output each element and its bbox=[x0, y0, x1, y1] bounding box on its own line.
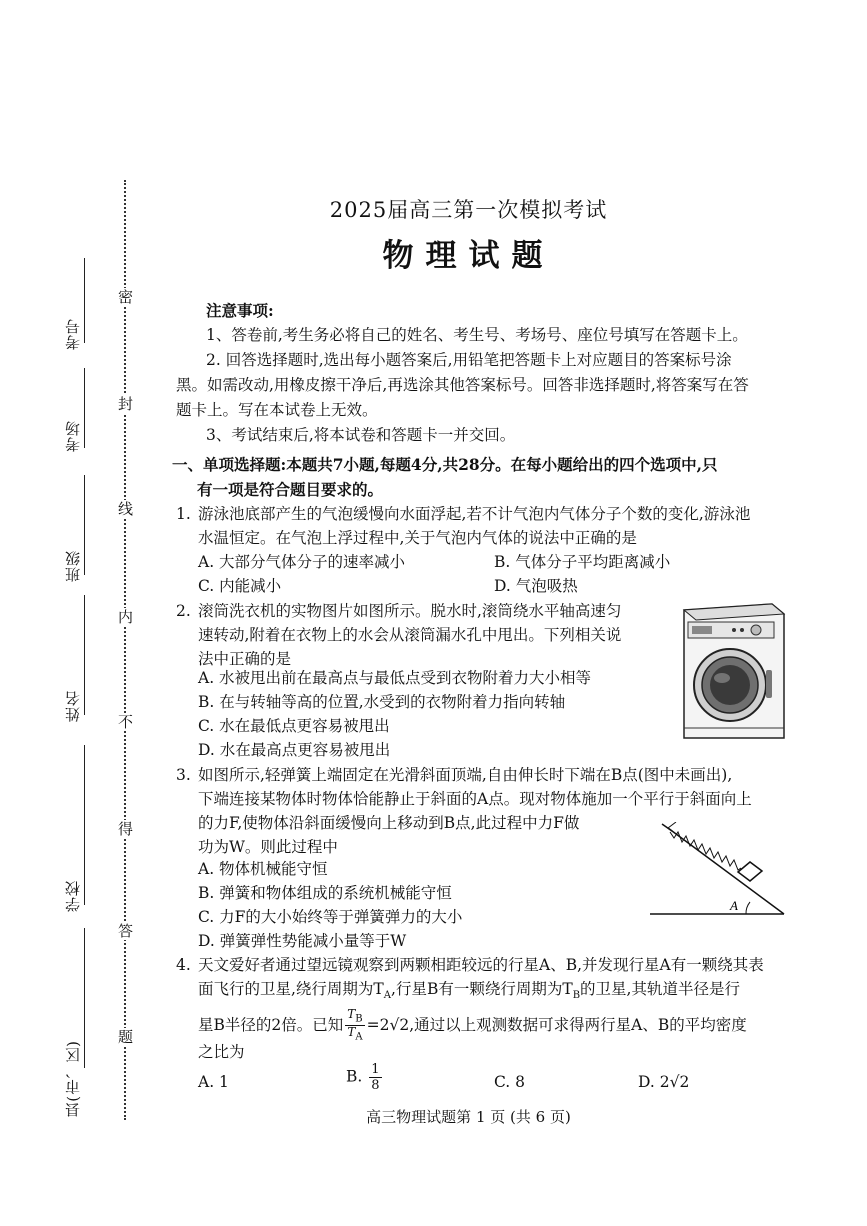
q4-stem-line2 bbox=[198, 977, 740, 1008]
q1-option-b: B. 气体分子平均距离减小 bbox=[494, 553, 671, 571]
q4-stem-part: 面飞行的卫星,绕行周期为T bbox=[198, 980, 384, 998]
section-heading-cont: 有一项是符合题目要求的。 bbox=[197, 480, 384, 499]
q4-option-a: A. 1 bbox=[198, 1073, 229, 1091]
fraction-numerator: T bbox=[347, 1007, 356, 1021]
q3-stem: 下端连接某物体时物体恰能静止于斜面的A点。现对物体施加一个平行于斜面向上 bbox=[198, 790, 752, 808]
notice-item: 2. 回答选择题时,选出每小题答案后,用铅笔把答题卡上对应题目的答案标号涂 bbox=[206, 351, 732, 369]
q1-option-d: D. 气泡吸热 bbox=[494, 577, 578, 595]
page-footer: 高三物理试题第 1 页 (共 6 页) bbox=[366, 1108, 571, 1126]
q3-option-d: D. 弹簧弹性势能减小量等于W bbox=[198, 932, 407, 950]
q1-stem: 游泳池底部产生的气泡缓慢向水面浮起,若不计气泡内气体分子个数的变化,游泳池 bbox=[198, 505, 751, 523]
q3-number: 3. bbox=[176, 766, 191, 784]
q4-period-ratio-fraction bbox=[345, 1008, 364, 1044]
seal-dotted-line bbox=[124, 180, 126, 1120]
subject-title: 物理试题 bbox=[382, 238, 555, 274]
q1-stem: 水温恒定。在气泡上浮过程中,关于气泡内气体的说法中正确的是 bbox=[198, 529, 637, 547]
q4-stem: 之比为 bbox=[198, 1043, 245, 1061]
q3-option-b: B. 弹簧和物体组成的系统机械能守恒 bbox=[198, 884, 452, 902]
notice-item: 1、答卷前,考生务必将自己的姓名、考生号、考场号、座位号填写在答题卡上。 bbox=[206, 326, 748, 344]
q4-stem-part: 星B半径的2倍。已知 bbox=[198, 1015, 344, 1034]
q4-option-b-fraction bbox=[369, 1062, 381, 1093]
exam-title: 2025届高三第一次模拟考试 bbox=[329, 198, 608, 222]
q4-option-d: D. 2√2 bbox=[638, 1073, 690, 1091]
field-school-label: 学校 bbox=[64, 880, 82, 912]
q3-stem: 功为W。则此过程中 bbox=[198, 838, 338, 856]
washing-machine-figure bbox=[676, 600, 788, 742]
incline-point-a-label: A bbox=[730, 898, 738, 913]
seal-char: 线 bbox=[118, 500, 134, 518]
q2-stem: 法中正确的是 bbox=[198, 650, 292, 668]
seal-char: 密 bbox=[118, 288, 134, 306]
q1-option-c: C. 内能减小 bbox=[198, 577, 282, 595]
seal-char: 内 bbox=[118, 608, 134, 626]
q3-option-a: A. 物体机械能守恒 bbox=[198, 860, 328, 878]
notice-item: 3、考试结束后,将本试卷和答题卡一并交回。 bbox=[206, 426, 516, 444]
q4-option-b-label: B. bbox=[346, 1067, 363, 1086]
q2-stem: 速转动,附着在衣物上的水会从滚筒漏水孔中甩出。下列相关说 bbox=[198, 626, 622, 644]
field-exam-room-label: 考场 bbox=[64, 420, 82, 452]
q1-number: 1. bbox=[176, 505, 191, 523]
seal-char: 答 bbox=[118, 922, 134, 940]
field-class-line bbox=[84, 475, 85, 575]
q4-number: 4. bbox=[176, 956, 191, 974]
q3-option-c: C. 力F的大小始终等于弹簧弹力的大小 bbox=[198, 908, 463, 926]
q4-option-c: C. 8 bbox=[494, 1073, 526, 1091]
field-class-label: 班级 bbox=[64, 550, 82, 582]
q4-stem-line3 bbox=[198, 1008, 747, 1044]
seal-char: 得 bbox=[118, 820, 134, 838]
incline-spring-figure bbox=[646, 822, 788, 918]
seal-char: 题 bbox=[118, 1028, 134, 1046]
q2-number: 2. bbox=[176, 602, 191, 620]
field-name-line bbox=[84, 595, 85, 715]
notice-item: 题卡上。写在本试卷上无效。 bbox=[176, 401, 378, 419]
q4-subscript: B bbox=[572, 990, 581, 1002]
field-exam-room-line bbox=[84, 368, 85, 448]
q4-stem-part: =2√2,通过以上观测数据可求得两行星A、B的平均密度 bbox=[366, 1015, 747, 1034]
field-school-line bbox=[84, 745, 85, 905]
q4-subscript: A bbox=[383, 990, 392, 1002]
section-heading: 一、单项选择题:本题共7小题,每题4分,共28分。在每小题给出的四个选项中,只 bbox=[172, 455, 718, 474]
field-exam-number-label: 考号 bbox=[64, 318, 82, 350]
fraction-denominator: 8 bbox=[371, 1078, 380, 1093]
q2-stem: 滚筒洗衣机的实物图片如图所示。脱水时,滚筒绕水平轴高速匀 bbox=[198, 602, 622, 620]
field-name-label: 姓名 bbox=[64, 690, 82, 722]
q4-option-b bbox=[346, 1062, 384, 1093]
q4-stem: 天文爱好者通过望远镜观察到两颗相距较远的行星A、B,并发现行星A有一颗绕其表 bbox=[198, 956, 764, 974]
q2-option-c: C. 水在最低点更容易被甩出 bbox=[198, 717, 390, 735]
q4-subscript: B bbox=[355, 1013, 363, 1025]
q4-subscript: A bbox=[355, 1031, 363, 1043]
notice-item: 黑。如需改动,用橡皮擦干净后,再选涂其他答案标号。回答非选择题时,将答案写在答 bbox=[176, 376, 749, 394]
q2-option-a: A. 水被甩出前在最高点与最低点受到衣物附着力大小相等 bbox=[198, 669, 592, 687]
q2-option-d: D. 水在最高点更容易被甩出 bbox=[198, 741, 391, 759]
seal-char: 封 bbox=[118, 395, 134, 413]
fraction-denominator: T bbox=[347, 1025, 356, 1040]
field-county-line bbox=[84, 928, 85, 1068]
field-county-label: 县(市、区) bbox=[64, 1040, 82, 1118]
q3-stem: 如图所示,轻弹簧上端固定在光滑斜面顶端,自由伸长时下端在B点(图中未画出), bbox=[198, 766, 733, 784]
q4-stem-part: ,行星B有一颗绕行周期为T bbox=[391, 980, 573, 998]
q4-stem-part: 的卫星,其轨道半径是行 bbox=[580, 980, 740, 998]
notice-heading: 注意事项: bbox=[206, 301, 274, 320]
fraction-numerator: 1 bbox=[371, 1062, 380, 1077]
seal-char: 不 bbox=[118, 713, 134, 731]
q1-option-a: A. 大部分气体分子的速率减小 bbox=[198, 553, 406, 571]
q3-stem: 的力F,使物体沿斜面缓慢向上移动到B点,此过程中力F做 bbox=[198, 814, 580, 832]
q2-option-b: B. 在与转轴等高的位置,水受到的衣物附着力指向转轴 bbox=[198, 693, 566, 711]
